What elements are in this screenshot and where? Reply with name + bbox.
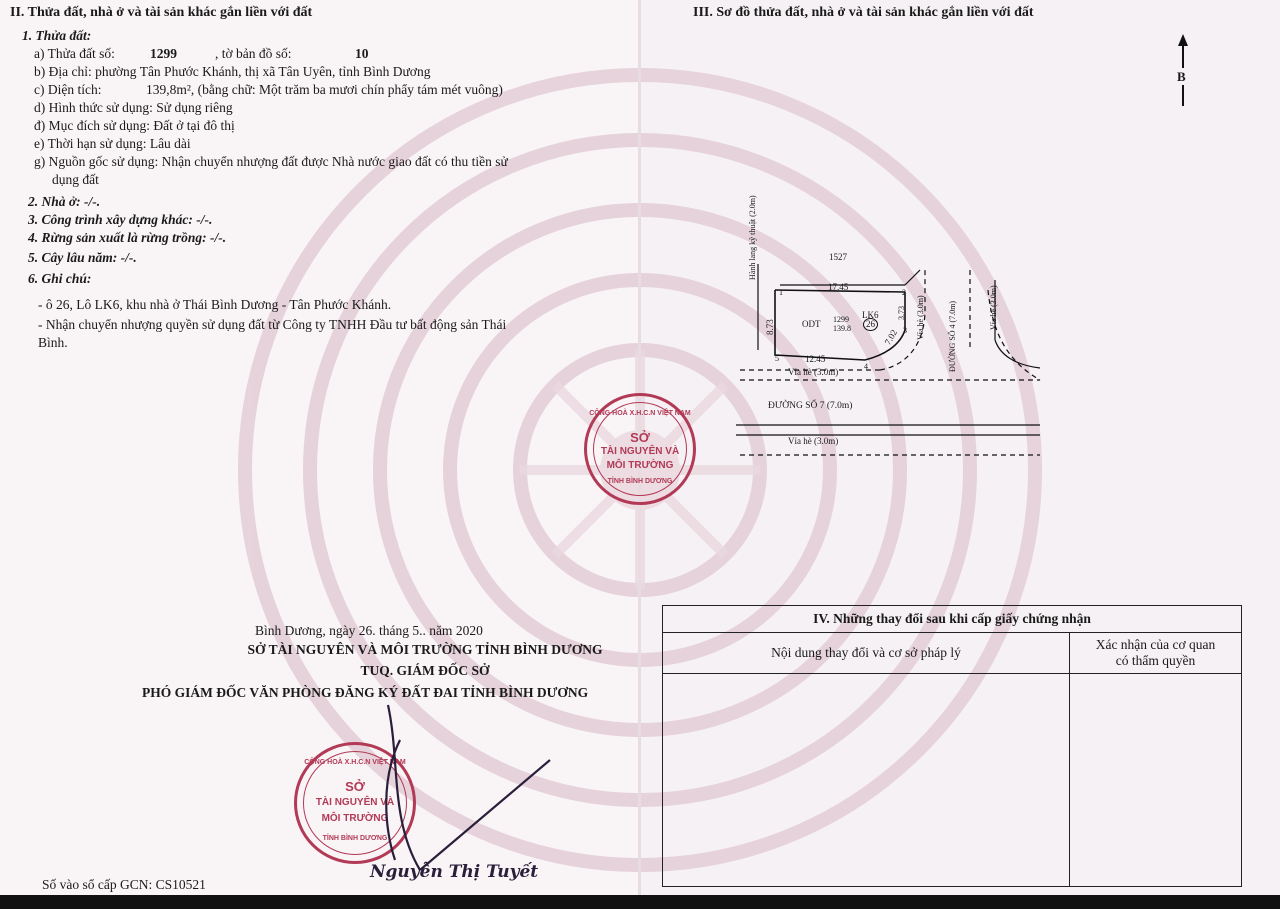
bottom-length: 12.45	[805, 354, 826, 364]
notes-heading: 6. Ghi chú:	[28, 271, 92, 286]
technical-corridor-label: Hành lang kỹ thuật (2.0m)	[748, 195, 757, 280]
changes-table	[662, 605, 1242, 887]
official-seal-top	[584, 393, 696, 505]
section-4-title: IV. Những thay đổi sau khi cấp giấy chứng nhận	[663, 606, 1242, 633]
forest-item: 4. Rừng sản xuất là rừng trồng: -/-.	[28, 230, 227, 245]
area-value: 139,8m², (bằng chữ: Một trăm ba mươi chín phẩy tám mét vuông)	[146, 82, 503, 97]
lot-code: LK6	[862, 310, 879, 320]
diagonal-length: 7.02	[882, 327, 900, 347]
land-code: ODT	[802, 319, 821, 329]
department-name: SỞ TÀI NGUYÊN VÀ MÔI TRƯỜNG TỈNH BÌNH DƯƠNG	[247, 642, 603, 657]
map-sheet-label: , tờ bản đồ số:	[215, 46, 292, 61]
parcel-number-map: 1299	[833, 315, 849, 324]
note-2-line-2: Bình.	[38, 335, 68, 350]
changes-column-header: Nội dung thay đổi và cơ sở pháp lý	[663, 633, 1070, 674]
point-5: 5	[775, 354, 779, 363]
seal-line-1: TÀI NGUYÊN VÀ	[600, 446, 680, 457]
origin-line-1: g) Nguồn gốc sử dụng: Nhận chuyển nhượng đất được Nhà nước giao đất có thu tiền sử	[34, 154, 508, 169]
seal-line-2: MÔI TRƯỜNG	[606, 460, 674, 471]
note-1: - ô 26, Lô LK6, khu nhà ở Thái Bình Dương - Tân Phước Khánh.	[38, 297, 392, 312]
confirmation-content-cell[interactable]	[1070, 674, 1242, 887]
house-item: 2. Nhà ở: -/-.	[28, 194, 101, 209]
parcel-number: 1299	[150, 46, 177, 61]
signer-title: PHÓ GIÁM ĐỐC VĂN PHÒNG ĐĂNG KÝ ĐẤT ĐAI TỈNH BÌNH DƯƠNG	[142, 685, 589, 700]
left-length: 8.73	[765, 319, 775, 335]
point-2: 2	[902, 288, 906, 297]
top-length: 17.45	[828, 282, 849, 292]
book-number: Số vào sổ cấp GCN: CS10521	[42, 877, 206, 892]
seal-line-2: MÔI TRƯỜNG	[321, 813, 389, 824]
confirmation-header-line-1: Xác nhận của cơ quan	[1095, 637, 1216, 652]
section-2-title: II. Thửa đất, nhà ở và tài sản khác gắn liền với đất	[10, 5, 313, 20]
road-4-label: ĐƯỜNG SỐ 4 (7.0m)	[948, 300, 957, 372]
right-length: 3.73	[897, 306, 906, 320]
point-4: 4	[864, 362, 868, 371]
seal-bottom-text: TỈNH BÌNH DƯƠNG	[607, 478, 673, 485]
scan-bottom-edge	[0, 895, 1280, 909]
seal-so: SỞ	[345, 779, 365, 794]
changes-content-cell[interactable]	[663, 674, 1070, 887]
perennial-item: 5. Cây lâu năm: -/-.	[28, 250, 137, 265]
use-form-line: d) Hình thức sử dụng: Sử dụng riêng	[34, 100, 233, 115]
area-map: 139.8	[833, 324, 851, 333]
map-sheet-number: 10	[355, 46, 369, 61]
sidewalk-top: Vỉa hè (3.0m)	[788, 367, 839, 377]
address-line: b) Địa chỉ: phường Tân Phước Khánh, thị xã Tân Uyên, tỉnh Bình Dương	[34, 64, 431, 79]
sidewalk-bottom: Vỉa hè (3.0m)	[788, 436, 839, 446]
road-7-label: ĐƯỜNG SỐ 7 (7.0m)	[768, 401, 853, 411]
neighbor-parcel: 1527	[829, 252, 847, 262]
sidewalk-vertical: Vỉa hè (3.0m)	[916, 295, 925, 340]
use-purpose-line: đ) Mục đích sử dụng: Đất ở tại đô thị	[34, 118, 235, 133]
origin-line-2: dụng đất	[52, 172, 99, 187]
lot-number-badge: 26	[863, 318, 878, 331]
seal-ring-text: CỘNG HOÀ X.H.C.N VIỆT NAM	[589, 410, 691, 417]
confirmation-header-line-2: có thẩm quyền	[1115, 653, 1196, 668]
point-3: 3	[903, 326, 907, 335]
signer-name: Nguyễn Thị Tuyết	[370, 862, 539, 882]
issue-date: Bình Dương, ngày 26. tháng 5.. năm 2020	[255, 623, 483, 638]
seal-so: SỞ	[630, 430, 650, 445]
note-2-line-1: - Nhận chuyển nhượng quyền sử dụng đất từ Công ty TNHH Đầu tư bất động sản Thái	[38, 317, 507, 332]
seal-ring-text: CỘNG HOÀ X.H.C.N VIỆT NAM	[304, 759, 406, 766]
use-term-line: e) Thời hạn sử dụng: Lâu dài	[34, 136, 191, 151]
land-heading: 1. Thửa đất:	[22, 28, 92, 43]
parcel-label: a) Thửa đất số:	[34, 46, 115, 61]
sidewalk-vertical-2: Vỉa hè (3.0m)	[989, 285, 998, 330]
north-label: B	[1177, 69, 1186, 84]
section-3-title: III. Sơ đồ thửa đất, nhà ở và tài sản khác gắn liền với đất	[693, 5, 1034, 20]
seal-line-1: TÀI NGUYÊN VÀ	[315, 797, 395, 808]
seal-bottom-text: TỈNH BÌNH DƯƠNG	[322, 835, 388, 842]
authorization-line: TUQ. GIÁM ĐỐC SỞ	[360, 663, 490, 678]
construction-item: 3. Công trình xây dựng khác: -/-.	[28, 212, 213, 227]
point-1: 1	[779, 288, 783, 297]
area-label: c) Diện tích:	[34, 82, 102, 97]
confirmation-column-header	[1070, 633, 1242, 674]
